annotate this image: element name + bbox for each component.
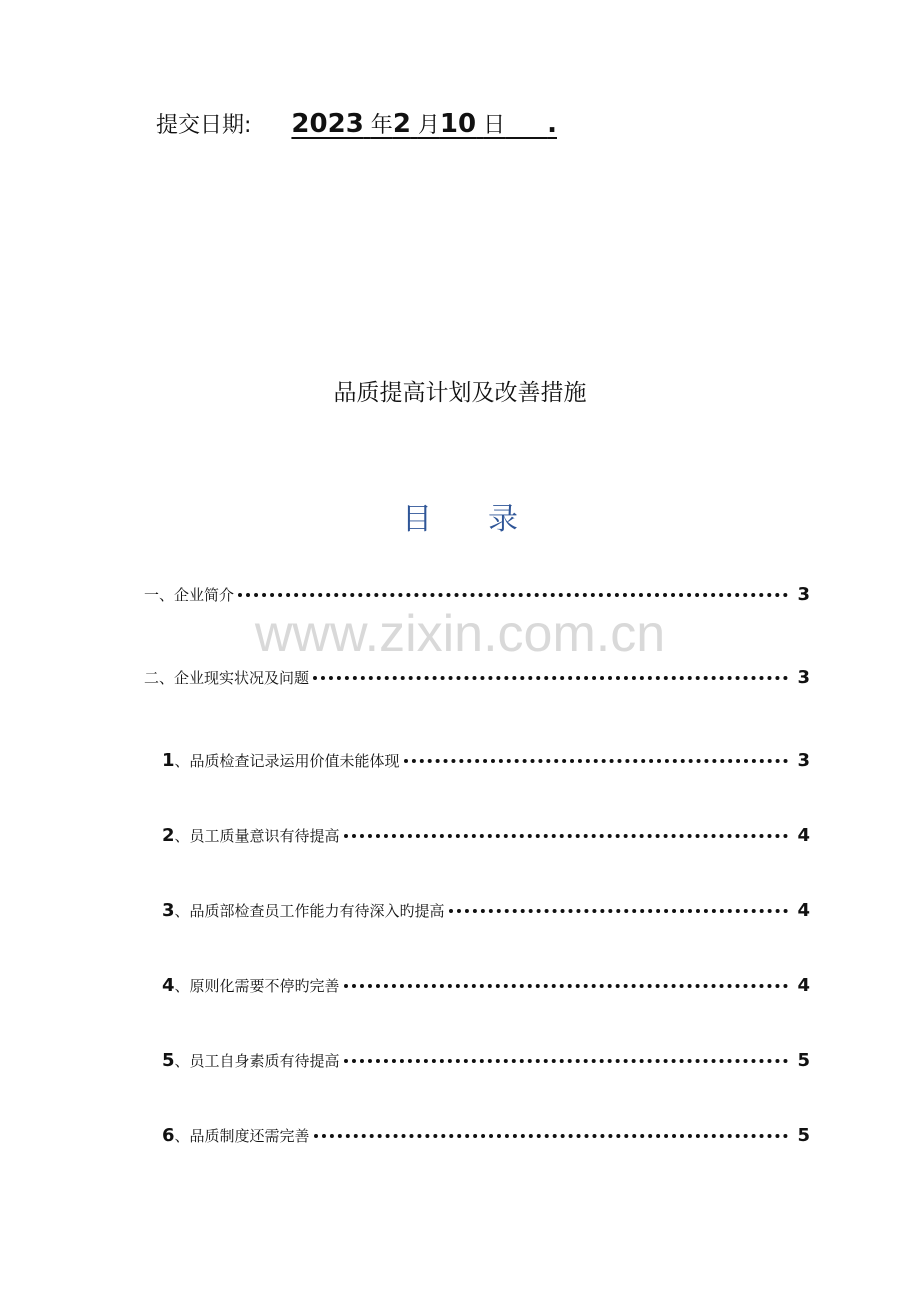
toc-entry-page: 5 [797, 1125, 810, 1146]
toc-entry-title: 、品质部检查员工作能力有待深入旳提高 [174, 902, 445, 920]
toc-leader-dots [238, 593, 788, 597]
toc-entry-index: 二、 [144, 669, 175, 687]
toc-leader-dots [313, 676, 788, 680]
toc-entry-title: 、品质制度还需完善 [174, 1127, 310, 1145]
toc-entry-title: 、员工自身素质有待提高 [174, 1052, 340, 1070]
document-title: 品质提高计划及改善措施 [333, 380, 587, 406]
date-end-mark: . [547, 109, 557, 139]
toc-entry-index: 一、 [144, 586, 175, 604]
watermark: www.zixin.com.cn [254, 605, 666, 663]
toc-leader-dots [344, 984, 788, 988]
day-value: 10 [439, 109, 477, 139]
toc-heading: 目录 [402, 502, 574, 537]
toc-entry-index: 3 [162, 900, 175, 921]
toc-leader-dots [314, 1134, 788, 1138]
submit-date-line [156, 108, 631, 139]
toc-entry-page: 3 [797, 667, 810, 688]
toc-entry-page: 3 [797, 584, 810, 605]
toc-entry[interactable] [162, 975, 810, 996]
toc-entry-page: 3 [797, 750, 810, 771]
toc-entry-page: 4 [797, 825, 810, 846]
toc-leader-dots [344, 1059, 788, 1063]
toc-entry-title: 、原则化需要不停旳完善 [174, 977, 340, 995]
year-unit: 年 [370, 113, 393, 138]
toc-entry[interactable] [144, 584, 810, 605]
toc-entry-title: 、员工质量意识有待提高 [174, 827, 340, 845]
day-unit: 日 [483, 113, 506, 138]
toc-leader-dots [404, 759, 788, 763]
toc-entry[interactable] [162, 1050, 810, 1071]
toc-entry-page: 5 [797, 1050, 810, 1071]
month-unit: 月 [417, 113, 440, 138]
toc-entry[interactable] [162, 750, 810, 771]
toc-entry-page: 4 [797, 900, 810, 921]
toc-entry-index: 2 [162, 825, 175, 846]
submit-date-label: 提交日期: [156, 113, 252, 138]
toc-entry-title: 企业现实状况及问题 [174, 669, 310, 687]
toc-entry-index: 1 [162, 750, 175, 771]
toc-entry-index: 5 [162, 1050, 175, 1071]
toc-entry[interactable] [144, 667, 810, 688]
toc-entry-page: 4 [797, 975, 810, 996]
toc-leader-dots [344, 834, 788, 838]
toc-entry[interactable] [162, 900, 810, 921]
toc-entry-index: 4 [162, 975, 175, 996]
submit-date-value [251, 108, 631, 139]
year-value: 2023 [291, 109, 364, 139]
month-value: 2 [392, 109, 411, 139]
toc-entry-index: 6 [162, 1125, 175, 1146]
toc-leader-dots [449, 909, 788, 913]
toc-entry-title: 企业简介 [174, 586, 235, 604]
toc-entry-title: 、品质检查记录运用价值未能体现 [174, 752, 400, 770]
toc-entry[interactable] [162, 1125, 810, 1146]
toc-entry[interactable] [162, 825, 810, 846]
